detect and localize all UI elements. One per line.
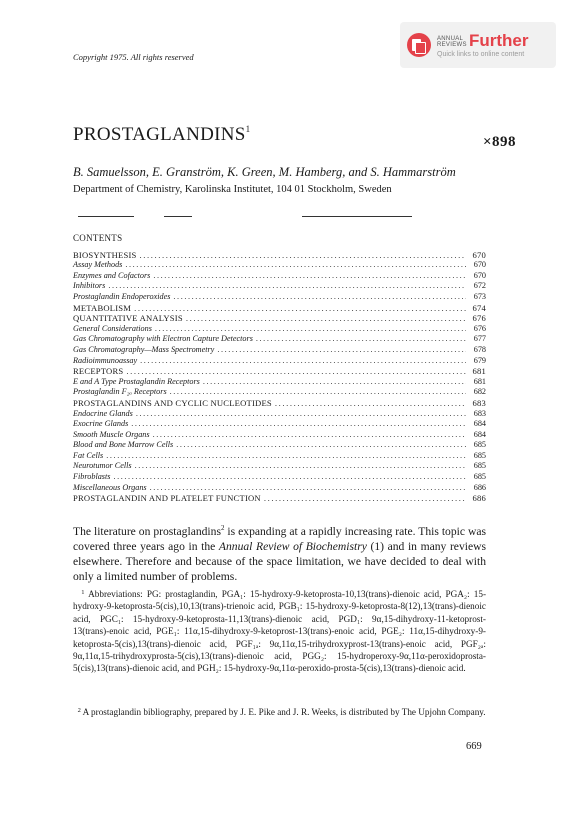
badge-annual-label: ANNUAL [437, 35, 464, 42]
toc-entry-label: PROSTAGLANDINS AND CYCLIC NUCLEOTIDES [73, 397, 272, 408]
toc-entry [73, 355, 486, 366]
toc-leader-dots [155, 324, 466, 334]
toc-leader-dots [176, 440, 466, 450]
badge-reviews-label: REVIEWS [437, 42, 467, 48]
toc-leader-dots [125, 260, 466, 270]
contents-heading: CONTENTS [73, 233, 123, 243]
toc-entry-page: 670 [473, 260, 486, 270]
toc-leader-dots [134, 303, 466, 313]
toc-entry-label: Blood and Bone Marrow Cells [73, 440, 174, 450]
toc-entry [73, 291, 486, 302]
toc-entry-label: Exocrine Glands [73, 419, 129, 429]
separator-rule [78, 216, 134, 217]
body-text-part: is expanding at a rapidly increasing rate. This topic was covered three years ago in the [73, 524, 486, 554]
toc-leader-dots [136, 409, 466, 419]
toc-entry-page: 676 [473, 323, 486, 333]
toc-entry [73, 493, 486, 504]
toc-entry [73, 471, 486, 482]
toc-entry-label: Prostaglandin F₂ₐ Receptors [73, 387, 167, 397]
toc-entry-label: Inhibitors [73, 281, 106, 291]
toc-entry [73, 313, 486, 324]
toc-entry-page: 672 [473, 281, 486, 291]
toc-entry-label: Gas Chromatography—Mass Spectrometry [73, 344, 215, 354]
footnote-1 [73, 587, 486, 675]
toc-entry [73, 450, 486, 461]
toc-entry-label: Fibroblasts [73, 472, 111, 482]
separator-rule [164, 216, 192, 217]
badge-publisher [437, 36, 469, 49]
toc-entry-page: 681 [473, 376, 486, 386]
toc-entry-page: 674 [472, 302, 486, 313]
further-badge[interactable] [400, 22, 556, 68]
toc-entry-page: 679 [473, 355, 486, 365]
toc-entry [73, 366, 486, 377]
toc-leader-dots [264, 493, 466, 503]
toc-entry-page: 670 [473, 270, 486, 280]
toc-entry-label: Fat Cells [73, 450, 104, 460]
toc-entry-page: 673 [473, 291, 486, 301]
toc-leader-dots [113, 472, 466, 482]
toc-entry-page: 677 [473, 334, 486, 344]
toc-entry-label: PROSTAGLANDIN AND PLATELET FUNCTION [73, 493, 261, 504]
toc-leader-dots [106, 451, 466, 461]
toc-entry-label: E and A Type Prostaglandin Receptors [73, 376, 200, 386]
toc-entry [73, 334, 486, 345]
toc-entry-label: Neurotumor Cells [73, 461, 132, 471]
toc-leader-dots [140, 356, 466, 366]
footnote-mark: 2 [77, 707, 81, 714]
toc-entry-page: 681 [472, 366, 486, 377]
toc-entry [73, 429, 486, 440]
toc-entry [73, 461, 486, 472]
body-paragraph [73, 521, 486, 585]
toc-leader-dots [203, 377, 466, 387]
toc-leader-dots [140, 250, 466, 260]
copyright-notice: Copyright 1975. All rights reserved [73, 52, 194, 62]
toc-entry-page: 686 [473, 482, 486, 492]
toc-leader-dots [153, 271, 466, 281]
toc-leader-dots [170, 387, 466, 397]
toc-entry-page: 670 [472, 249, 486, 260]
toc-entry [73, 440, 486, 451]
toc-entry [73, 323, 486, 334]
toc-entry-page: 685 [473, 472, 486, 482]
toc-entry [73, 281, 486, 292]
toc-leader-dots [275, 398, 466, 408]
toc-leader-dots [131, 419, 466, 429]
toc-entry-page: 678 [473, 344, 486, 354]
toc-entry [73, 249, 486, 260]
toc-leader-dots [173, 292, 466, 302]
badge-further-label: Further [469, 30, 529, 50]
toc-leader-dots [108, 281, 466, 291]
toc-leader-dots [126, 366, 466, 376]
toc-entry [73, 376, 486, 387]
toc-entry-page: 682 [473, 387, 486, 397]
toc-entry-label: BIOSYNTHESIS [73, 249, 137, 260]
toc-entry [73, 260, 486, 271]
table-of-contents [73, 249, 486, 503]
toc-entry-label: Miscellaneous Organs [73, 482, 147, 492]
body-text-part: (1) and in many reviews elsewhere. Therefore and because of the space limitation, we have decided to deal with only a limited number of problems. [73, 540, 486, 584]
body-text-part: The literature on prostaglandins [73, 524, 221, 538]
toc-entry [73, 344, 486, 355]
toc-entry-page: 686 [472, 493, 486, 504]
toc-entry [73, 408, 486, 419]
toc-entry-label: RECEPTORS [73, 366, 124, 377]
toc-entry [73, 270, 486, 281]
title-footnote-mark: 1 [245, 124, 251, 134]
toc-entry-label: Assay Methods [73, 260, 123, 270]
toc-entry-page: 685 [473, 450, 486, 460]
toc-entry-label: Radioimmunoassay [73, 355, 138, 365]
toc-entry-label: METABOLISM [73, 302, 132, 313]
toc-entry-label: Enzymes and Cofactors [73, 270, 151, 280]
toc-entry-label: General Considerations [73, 323, 152, 333]
affiliation: Department of Chemistry, Karolinska Institutet, 104 01 Stockholm, Sweden [73, 184, 392, 195]
toc-entry-page: 685 [473, 461, 486, 471]
toc-leader-dots [186, 313, 466, 323]
toc-leader-dots [153, 430, 466, 440]
toc-entry-page: 685 [473, 440, 486, 450]
toc-entry [73, 397, 486, 408]
toc-entry [73, 387, 486, 398]
article-title [73, 124, 250, 146]
article-title-text: PROSTAGLANDINS [73, 124, 246, 145]
article-code: ×898 [483, 134, 517, 150]
toc-entry-page: 683 [472, 397, 486, 408]
toc-entry [73, 482, 486, 493]
toc-entry-page: 684 [473, 419, 486, 429]
footnote-ref: 2 [220, 524, 225, 532]
toc-leader-dots [256, 334, 466, 344]
toc-leader-dots [150, 483, 466, 493]
toc-entry-label: Smooth Muscle Organs [73, 429, 150, 439]
toc-leader-dots [217, 345, 466, 355]
badge-text [437, 30, 529, 58]
toc-entry-label: Prostaglandin Endoperoxides [73, 291, 171, 301]
footnote-2 [73, 705, 486, 718]
toc-entry [73, 302, 486, 313]
toc-leader-dots [135, 461, 466, 471]
separator-rule [302, 216, 412, 217]
toc-entry-label: QUANTITATIVE ANALYSIS [73, 313, 183, 324]
footnote-mark: 1 [81, 589, 85, 596]
badge-subtitle: Quick links to online content [437, 50, 525, 58]
toc-entry-label: Gas Chromatography with Electron Capture Detectors [73, 334, 253, 344]
journal-title: Annual Review of Biochemistry [218, 540, 367, 554]
toc-entry [73, 419, 486, 430]
toc-entry-page: 676 [472, 313, 486, 324]
copy-link-icon [407, 33, 431, 57]
toc-entry-page: 683 [473, 408, 486, 418]
footnote-text: Abbreviations: PG: prostaglandin, PGA₁: 15-hydroxy-9-ketoprosta-10,13(trans)-dienoic acid, PGA₂: 15-hydroxy-9-ketoprosta-5(cis),10,13(trans)-trienoic acid, PGB₁: 15-hydroxy-9-ketoprosta-8(12),13(trans)-dienoic acid, PGC₁: 15-hydroxy-9-ketoprosta-11,13(trans)-dienoic acid, PGD₁: 9α,15-dihydroxy-11-ketoprost-13(trans)-enoic acid, PGE₁: 11α,15-dihydroxy-9-ketoprost-13(trans)-enoic acid, PGE₂: 11α,15-dihydroxy-9-ketoprosta-5(cis),13(trans)-dienoic acid, PGF₁ₐ: 9α,11α,15-trihydroxyprost-13(trans)-enoic acid, PGF₂ₐ: 9α,11α,15-trihydroxyprosta-5(cis),13(trans)-dienoic acid, PGG₂: 15-hydroperoxy-9α,11α-peroxidoprosta-5(cis),13(trans)-dienoic acid, and PGH₂: 15-hydroxy-9α,11α-peroxido-prosta-5(cis),13(trans)-dienoic acid. [73, 589, 487, 674]
footnote-text: A prostaglandin bibliography, prepared by J. E. Pike and J. R. Weeks, is distributed by The Upjohn Company. [80, 707, 486, 717]
author-list: B. Samuelsson, E. Granström, K. Green, M. Hamberg, and S. Hammarström [73, 165, 456, 179]
page-number: 669 [466, 741, 482, 752]
toc-entry-page: 684 [473, 429, 486, 439]
toc-entry-label: Endocrine Glands [73, 408, 133, 418]
